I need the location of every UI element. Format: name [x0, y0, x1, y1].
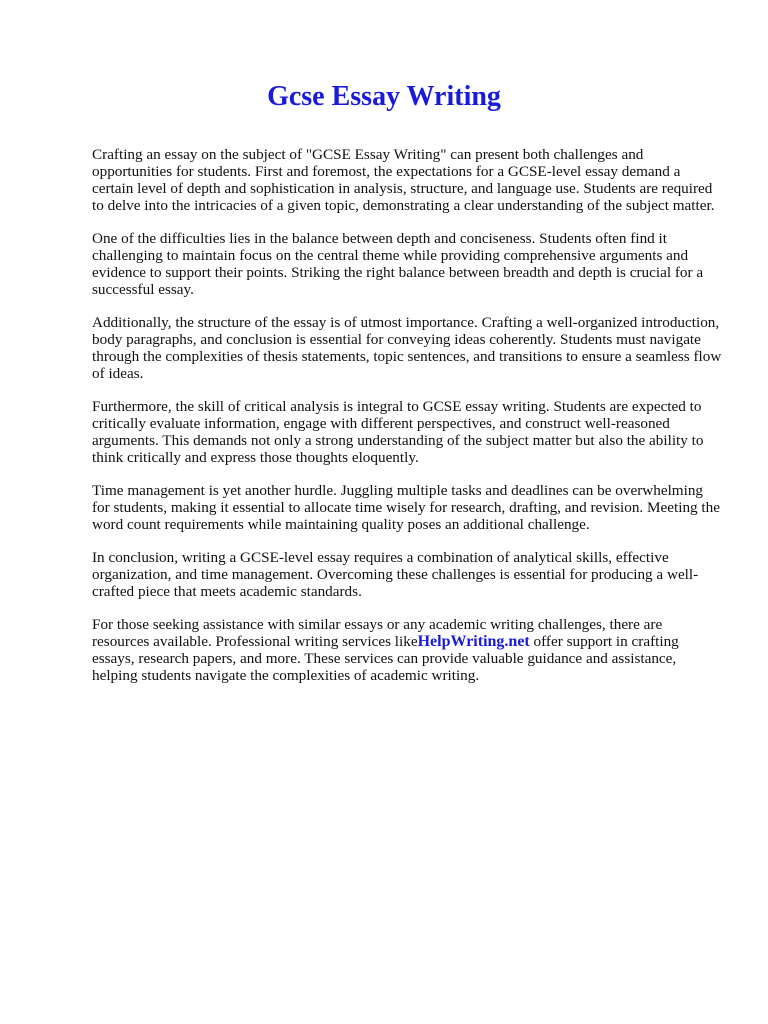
- paragraph-1: Crafting an essay on the subject of "GCSE Essay Writing" can present both challenges and opportunities for students. First and foremost, the expectations for a GCSE-level essay demand a certain level of depth and sophistication in analysis, structure, and language use. Students are required to delve into the intricacies of a given topic, demonstrating a clear understanding of the subject matter.: [92, 146, 715, 214]
- paragraph-6: In conclusion, writing a GCSE-level essay requires a combination of analytical skills, effective organization, and time management. Overcoming these challenges is essential for producing a well-crafted piece that meets academic standards.: [92, 549, 699, 600]
- page-title: Gcse Essay Writing: [267, 81, 501, 112]
- helpwriting-link[interactable]: HelpWriting.net: [417, 633, 530, 650]
- paragraph-4: Furthermore, the skill of critical analysis is integral to GCSE essay writing. Students are expected to critically evaluate information, engage with different perspectives, and construct well-reasoned arguments. This demands not only a strong understanding of the subject matter but also the ability to think critically and express those thoughts eloquently.: [92, 398, 704, 466]
- paragraph-7-before-link: For those seeking assistance with similar essays or any academic writing challenges, there are resources available. Professional writing services like: [92, 616, 663, 650]
- paragraph-7-after-link: offer support in crafting essays, research papers, and more. These services can provide valuable guidance and assistance, helping students navigate the complexities of academic writing.: [92, 633, 679, 684]
- paragraph-3: Additionally, the structure of the essay is of utmost importance. Crafting a well-organized introduction, body paragraphs, and conclusion is essential for conveying ideas coherently. Students must navigate through the complexities of thesis statements, topic sentences, and transitions to ensure a seamless flow of ideas.: [92, 314, 722, 382]
- document-body: [92, 146, 722, 700]
- paragraph-5: Time management is yet another hurdle. Juggling multiple tasks and deadlines can be overwhelming for students, making it essential to allocate time wisely for research, drafting, and revision. Meeting the word count requirements while maintaining quality poses an additional challenge.: [92, 482, 720, 533]
- paragraph-2: One of the difficulties lies in the balance between depth and conciseness. Students often find it challenging to maintain focus on the central theme while providing comprehensive arguments and evidence to support their points. Striking the right balance between breadth and depth is crucial for a successful essay.: [92, 230, 704, 298]
- paragraph-7: [92, 616, 722, 684]
